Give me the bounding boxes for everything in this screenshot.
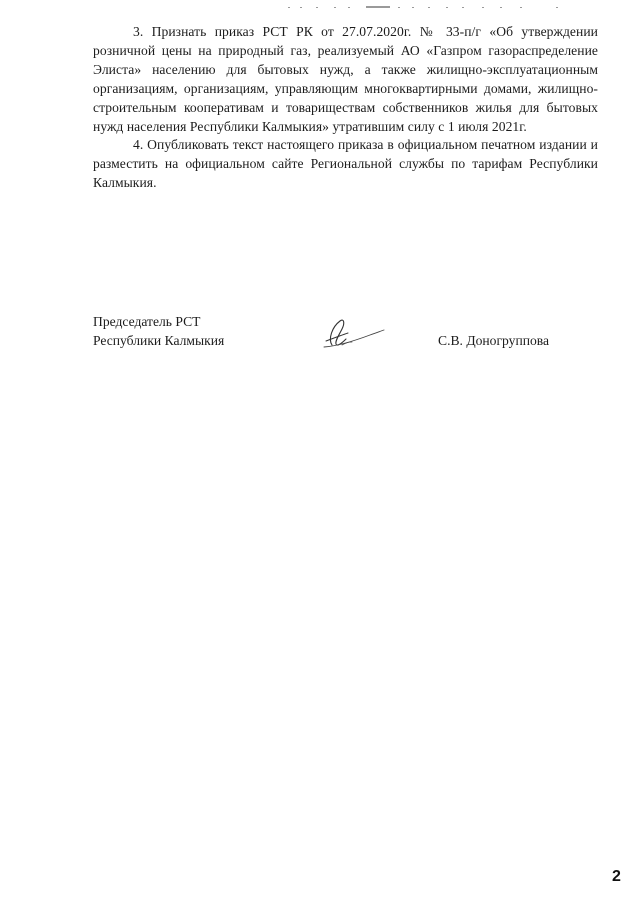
paragraph-4: 4. Опубликовать текст настоящего приказа в официальном печатном издании и разместить на официальном сайте Региональной службы по тарифам Республики Калмыкия.: [93, 137, 598, 191]
signatory-position-line2: Республики Калмыкия: [93, 332, 225, 348]
scan-edge-marks: [0, 0, 640, 14]
paragraph-3: 3. Признать приказ РСТ РК от 27.07.2020г. № 33-п/г «Об утверждении розничной цены на природный газ, реализуемый АО «Газпром газораспределение Элиста» населению для бытовых нужд, а также жилищно-эксплуатационным организациям, организациям, управляющим многоквартирными домами, жилищно-строительным кооперативам и товариществам собственников жилья для бытовых нужд населения Республики Калмыкия» утратившим силу с 1 июля 2021г.: [93, 24, 598, 134]
page-number: 2: [612, 868, 621, 885]
signatory-position: [93, 313, 224, 351]
handwritten-signature: [318, 315, 388, 351]
document-body: [93, 23, 598, 193]
signature-block: [93, 313, 598, 357]
signatory-name: С.В. Доногруппова: [438, 333, 550, 348]
signatory-position-line1: Председатель РСТ: [93, 314, 201, 329]
